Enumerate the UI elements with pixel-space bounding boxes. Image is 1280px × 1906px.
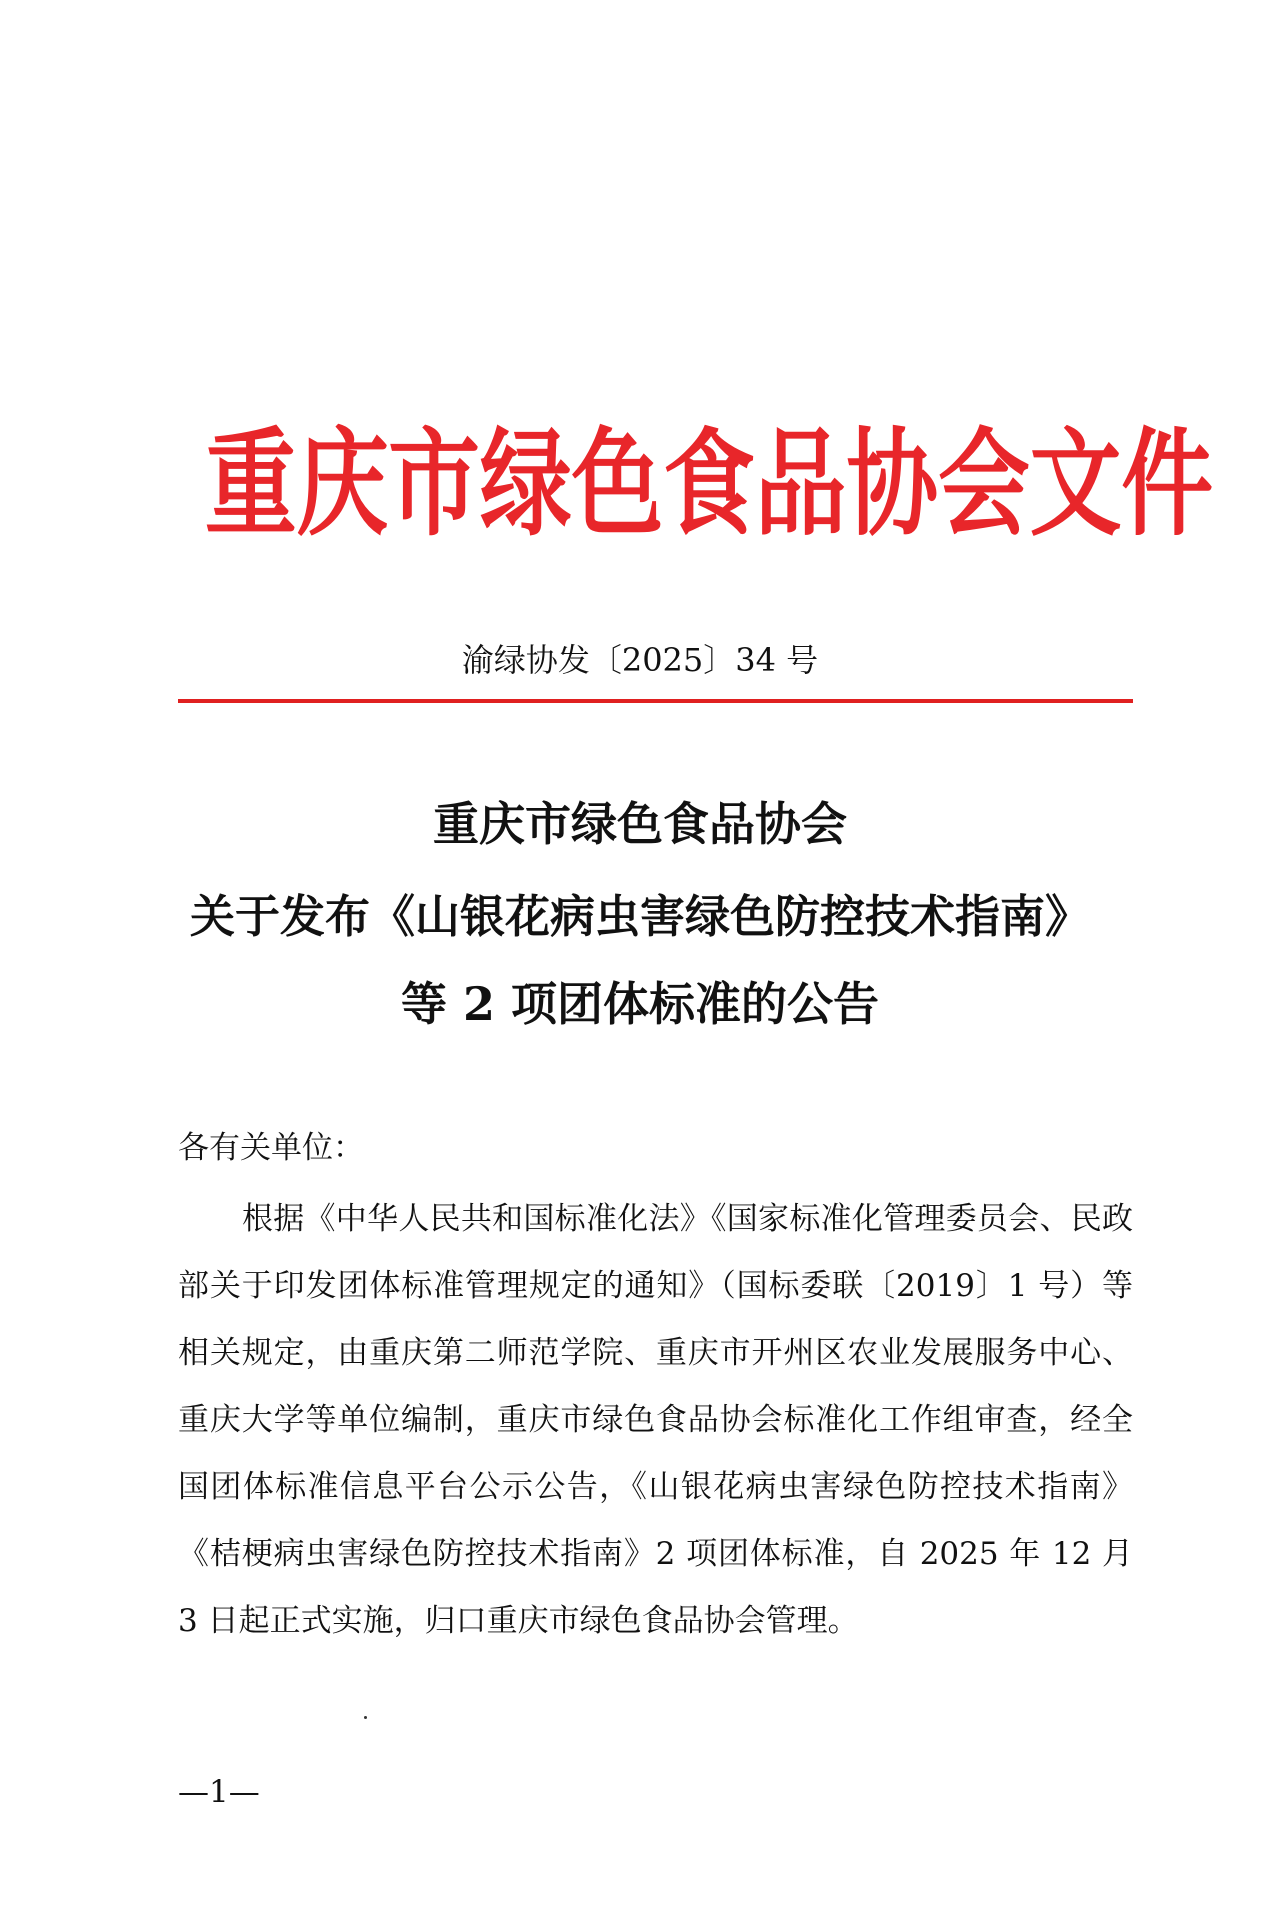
document-number: 渝绿协发〔2025〕34 号: [461, 641, 819, 679]
notice-title-line-3: 等 2 项团体标准的公告: [400, 977, 880, 1031]
salutation: 各有关单位：: [178, 1130, 364, 1166]
body-paragraph: 根据《中华人民共和国标准化法》《国家标准化管理委员会、民政部关于印发团体标准管理规定的通知》（国标委联〔2019〕1 号）等相关规定，由重庆第二师范学院、重庆市开州区农业发展服务中心、重庆大学等单位编制，重庆市绿色食品协会标准化工作组审查，经全国团体标准信息平台公示公告，《山银花病虫害绿色防控技术指南》《桔梗病虫害绿色防控技术指南》2 项团体标准，自 2025 年 12 月 3 日起正式实施，归口重庆市绿色食品协会管理。: [178, 1201, 1133, 1639]
masthead-title: 重庆市绿色食品协会文件: [205, 417, 1214, 552]
notice-title-line-2: 关于发布《山银花病虫害绿色防控技术指南》: [189, 890, 1090, 943]
scan-speck: [364, 1716, 367, 1719]
page-number: —1—: [178, 1774, 260, 1810]
notice-title-line-1: 重庆市绿色食品协会: [433, 797, 847, 851]
red-divider-line: [178, 699, 1133, 703]
